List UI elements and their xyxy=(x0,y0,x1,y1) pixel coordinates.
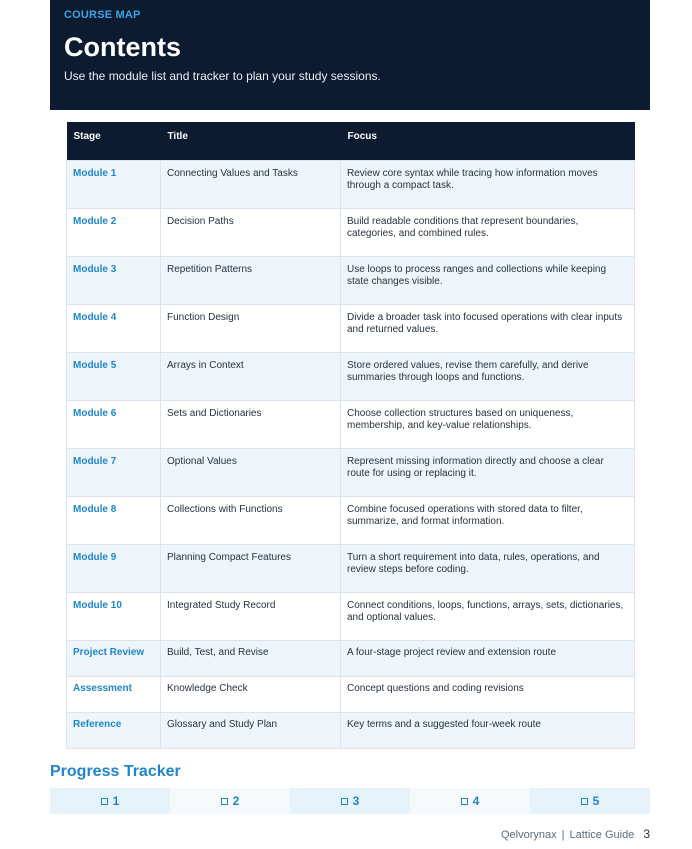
focus-cell: Build readable conditions that represent boundaries, categories, and combined rules. xyxy=(341,208,635,256)
progress-tracker xyxy=(50,788,650,814)
table-row xyxy=(67,448,635,496)
title-cell: Sets and Dictionaries xyxy=(161,400,341,448)
title-cell: Build, Test, and Revise xyxy=(161,640,341,676)
tracker-item[interactable] xyxy=(290,788,410,814)
title-cell: Arrays in Context xyxy=(161,352,341,400)
stage-cell: Assessment xyxy=(67,676,161,712)
tracker-item[interactable] xyxy=(530,788,650,814)
focus-cell: Divide a broader task into focused operations with clear inputs and returned values. xyxy=(341,304,635,352)
focus-cell: Key terms and a suggested four-week route xyxy=(341,712,635,748)
table-row xyxy=(67,208,635,256)
page-title: Contents xyxy=(64,32,181,62)
stage-cell: Module 8 xyxy=(67,496,161,544)
table-header-row xyxy=(67,122,635,160)
title-cell: Integrated Study Record xyxy=(161,592,341,640)
stage-cell: Module 1 xyxy=(67,160,161,208)
title-cell: Optional Values xyxy=(161,448,341,496)
column-header-focus: Focus xyxy=(341,122,635,160)
title-cell: Collections with Functions xyxy=(161,496,341,544)
tracker-item-label: 2 xyxy=(232,794,240,808)
contents-table xyxy=(66,122,635,749)
table-row xyxy=(67,352,635,400)
focus-cell: Use loops to process ranges and collections while keeping state changes visible. xyxy=(341,256,635,304)
checkbox-icon[interactable] xyxy=(341,798,348,805)
focus-cell: Choose collection structures based on uniqueness, membership, and key-value relationships. xyxy=(341,400,635,448)
stage-cell: Module 3 xyxy=(67,256,161,304)
footer-brand: Qelvorynax xyxy=(500,829,557,841)
page-subtitle: Use the module list and tracker to plan your study sessions. xyxy=(64,69,381,83)
stage-cell: Module 7 xyxy=(67,448,161,496)
focus-cell: Review core syntax while tracing how information moves through a compact task. xyxy=(341,160,635,208)
stage-cell: Module 5 xyxy=(67,352,161,400)
table-row xyxy=(67,592,635,640)
title-cell: Function Design xyxy=(161,304,341,352)
tracker-item[interactable] xyxy=(170,788,290,814)
progress-tracker-title: Progress Tracker xyxy=(50,763,181,780)
tracker-item-label: 5 xyxy=(592,794,600,808)
title-cell: Glossary and Study Plan xyxy=(161,712,341,748)
focus-cell: Turn a short requirement into data, rules, operations, and review steps before coding. xyxy=(341,544,635,592)
header-eyebrow: COURSE MAP xyxy=(64,9,141,21)
focus-cell: Connect conditions, loops, functions, arrays, sets, dictionaries, and optional values. xyxy=(341,592,635,640)
stage-cell: Module 4 xyxy=(67,304,161,352)
table-row xyxy=(67,712,635,748)
footer-separator: | xyxy=(561,829,565,841)
contents-table-body xyxy=(67,160,635,748)
focus-cell: Store ordered values, revise them carefully, and derive summaries through loops and functions. xyxy=(341,352,635,400)
stage-cell: Module 6 xyxy=(67,400,161,448)
page-header xyxy=(50,0,650,110)
focus-cell: Combine focused operations with stored data to filter, summarize, and format information. xyxy=(341,496,635,544)
tracker-item[interactable] xyxy=(410,788,530,814)
tracker-item-label: 4 xyxy=(472,794,480,808)
stage-cell: Module 9 xyxy=(67,544,161,592)
tracker-item-label: 1 xyxy=(112,794,120,808)
table-row xyxy=(67,304,635,352)
title-cell: Knowledge Check xyxy=(161,676,341,712)
page-number: 3 xyxy=(643,827,650,841)
table-row xyxy=(67,256,635,304)
tracker-item[interactable] xyxy=(50,788,170,814)
checkbox-icon[interactable] xyxy=(461,798,468,805)
page-footer xyxy=(501,827,650,841)
title-cell: Repetition Patterns xyxy=(161,256,341,304)
stage-cell: Project Review xyxy=(67,640,161,676)
column-header-title: Title xyxy=(161,122,341,160)
focus-cell: Concept questions and coding revisions xyxy=(341,676,635,712)
stage-cell: Module 2 xyxy=(67,208,161,256)
table-row xyxy=(67,544,635,592)
title-cell: Connecting Values and Tasks xyxy=(161,160,341,208)
checkbox-icon[interactable] xyxy=(581,798,588,805)
table-row xyxy=(67,400,635,448)
table-row xyxy=(67,496,635,544)
tracker-item-label: 3 xyxy=(352,794,360,808)
focus-cell: A four-stage project review and extension route xyxy=(341,640,635,676)
column-header-stage: Stage xyxy=(67,122,161,160)
checkbox-icon[interactable] xyxy=(221,798,228,805)
table-row xyxy=(67,640,635,676)
title-cell: Planning Compact Features xyxy=(161,544,341,592)
footer-guide-name: Lattice Guide xyxy=(569,829,635,841)
table-row xyxy=(67,676,635,712)
table-row xyxy=(67,160,635,208)
focus-cell: Represent missing information directly and choose a clear route for using or replacing it. xyxy=(341,448,635,496)
title-cell: Decision Paths xyxy=(161,208,341,256)
stage-cell: Module 10 xyxy=(67,592,161,640)
checkbox-icon[interactable] xyxy=(101,798,108,805)
stage-cell: Reference xyxy=(67,712,161,748)
